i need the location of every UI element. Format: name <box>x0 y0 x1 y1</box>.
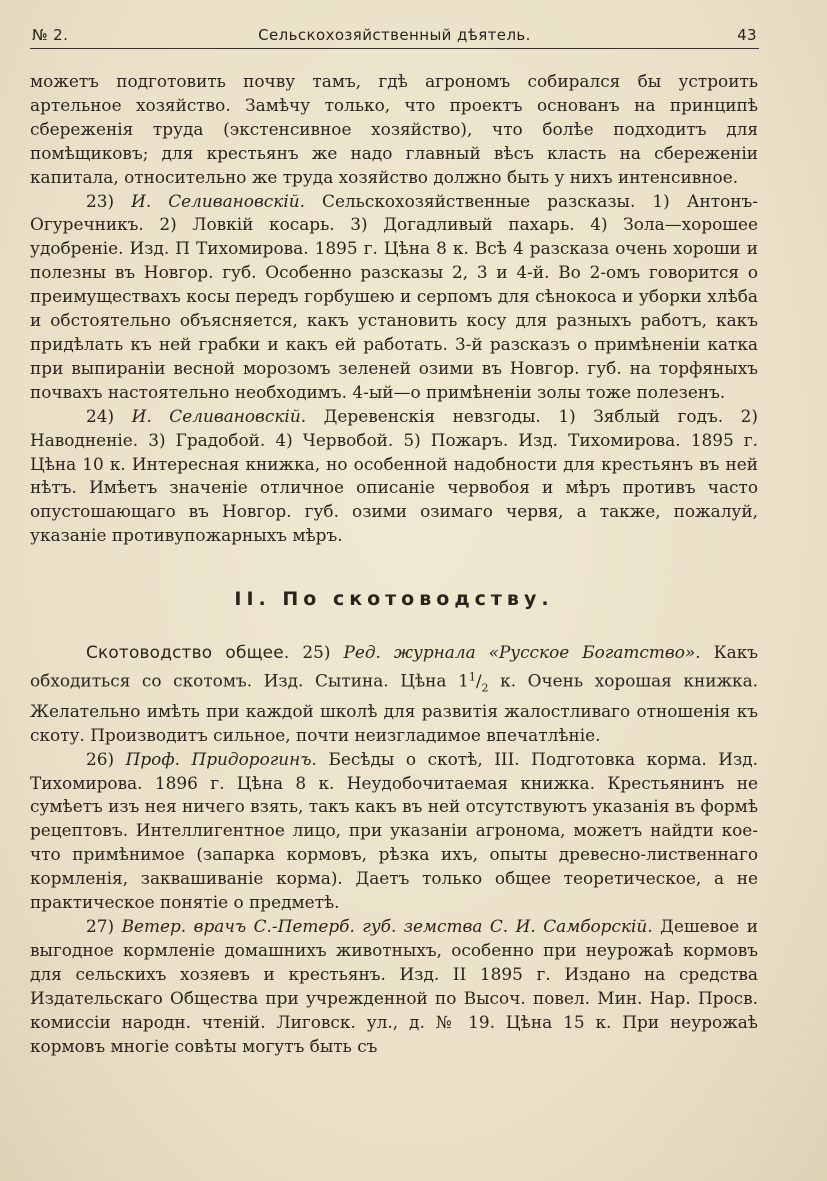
page-body <box>30 70 758 1058</box>
entry-author: Ветер. врачъ С.-Петерб. губ. земства С. И. Самборскій. <box>121 916 653 936</box>
entry-24 <box>30 405 758 548</box>
paragraph-continuation: можетъ подготовить почву тамъ, гдѣ агрономъ собирался бы устроить артельное хозяйство. Замѣчу только, что проектъ основанъ на принципѣ сбереженія труда (экстенсивное хозяйство), что болѣе подходитъ для помѣщиковъ; для крестьянъ же надо главный вѣсъ класть на сбереженіи капитала, относительно же труда хозяйство должно быть у нихъ интенсивное. <box>30 71 758 187</box>
entry-25 <box>30 641 758 748</box>
subsection-label: Скотоводство общее. <box>86 642 290 663</box>
entry-23 <box>30 190 758 405</box>
entry-author: Проф. Придорогинъ. <box>125 748 317 769</box>
entry-number: 26) <box>86 748 115 769</box>
entry-author: И. Селивановскій. <box>131 405 307 426</box>
entry-text: Сельскохозяйственные разсказы. 1) Антонъ-Огуречникъ. 2) Ловкій косарь. 3) Догадливый пахарь. 4) Зола—хорошее удобреніе. Изд. П Тихомирова. 1895 г. Цѣна 8 к. Всѣ 4 разсказа очень хороши и полезны въ Новгор. губ. Особенно разсказы 2, 3 и 4-й. Во 2-омъ говорится о преимуществахъ косы передъ горбушею и серпомъ для сѣнокоса и уборки хлѣба и обстоятельно объясняется, какъ установить косу для разныхъ работъ, какъ придѣлать къ ней грабки и какъ ей работать. 3-й разсказъ о примѣненіи катка при выпираніи весной морозомъ зеленей озими въ Новгор. губ. на торфяныхъ почвахъ настоятельно необходимъ. 4-ый—о примѣненіи золы тоже полезенъ. <box>30 190 758 402</box>
entry-author: Ред. журнала «Русское Богатство». <box>343 642 701 663</box>
entry-26 <box>30 748 758 915</box>
price-fraction: $^1/_2$ <box>468 669 489 694</box>
journal-title: Сельскохозяйственный дѣятель. <box>258 26 531 44</box>
entry-text: Деревенскія невзгоды. 1) Зяблый годъ. 2) Наводненіе. 3) Градобой. 4) Червобой. 5) Пожаръ. Изд. Тихомирова. 1895 г. Цѣна 10 к. Интересная книжка, но особенной надобности для крестьянъ въ ней нѣтъ. Имѣетъ значеніе отличное описаніе червобоя и мѣръ противъ часто опустошающаго въ Новгор. губ. озими озимаго червя, а также, пожалуй, указаніе противупожарныхъ мѣръ. <box>30 405 758 546</box>
entry-27 <box>30 915 758 1058</box>
entry-text-cont: к. Очень хорошая книжка. Желательно имѣть при каждой школѣ для развитія жалостливаго отношенія къ скоту. Производитъ сильное, почти неизгладимое впечатлѣніе. <box>30 670 759 745</box>
page-number: 43 <box>737 26 757 44</box>
entry-text: Какъ обходиться со скотомъ. Изд. Сытина. Цѣна 1 <box>30 642 759 691</box>
entry-author: И. Селивановскій. <box>131 190 305 211</box>
entry-number: 23) <box>86 190 115 211</box>
entry-text: Дешевое и выгодное кормленіе домашнихъ животныхъ, особенно при неурожаѣ кормовъ для сельскихъ хозяевъ и крестьянъ. Изд. II 1895 г. Издано на средства Издательскаго Общества при учрежденной по Высоч. повел. Мин. Нар. Просв. комиссіи народн. чтеній. Лиговск. ул., д. № 19. Цѣна 15 к. При неурожаѣ кормовъ многіе совѣты могутъ быть съ <box>30 916 759 1056</box>
entry-number: 25) <box>302 642 331 663</box>
section-heading: II. По скотоводству. <box>234 588 554 611</box>
entry-number: 27) <box>86 916 115 936</box>
entry-text: Бесѣды о скотѣ, III. Подготовка корма. Изд. Тихомирова. 1896 г. Цѣна 8 к. Неудобочитаемая книжка. Крестьянинъ не сумѣетъ изъ нея ничего взять, такъ какъ въ ней отсутствуютъ указанія въ формѣ рецептовъ. Интеллигентное лицо, при указаніи агронома, можетъ найдти кое-что примѣнимое (запарка кормовъ, рѣзка ихъ, опыты древесно-лиственнаго кормленія, заквашиваніе корма). Даетъ только общее теоретическое, а не практическое понятіе о предметѣ. <box>30 748 759 913</box>
entry-number: 24) <box>86 405 115 426</box>
issue-number: № 2. <box>32 26 69 44</box>
running-header <box>30 20 759 49</box>
